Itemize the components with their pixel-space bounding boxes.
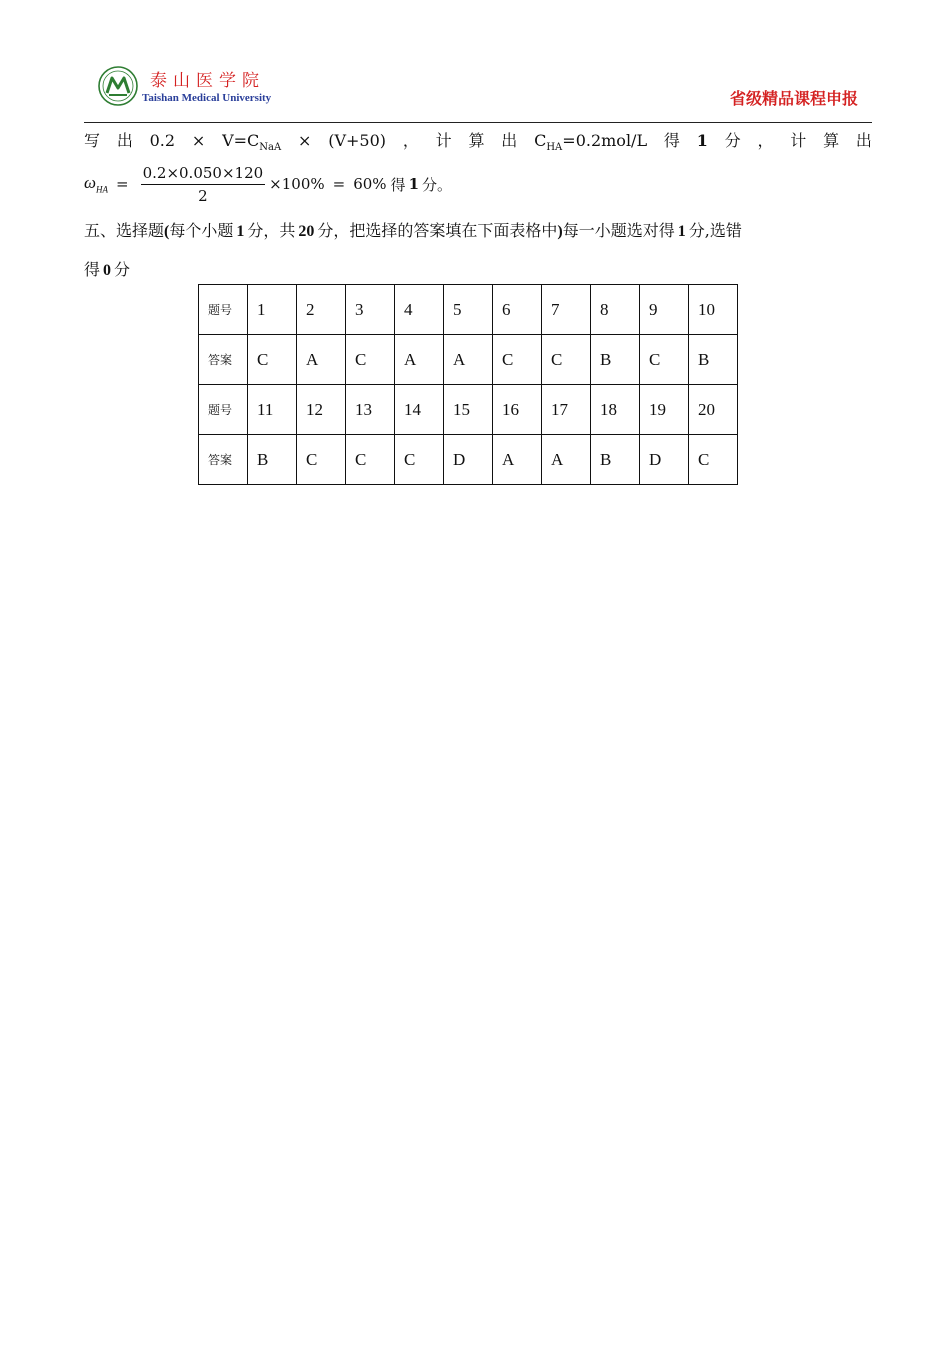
table-cell: D xyxy=(640,435,689,485)
table-cell: A xyxy=(493,435,542,485)
text-segment: 0.2 xyxy=(149,131,176,150)
table-cell: B xyxy=(689,335,738,385)
table-cell: C xyxy=(542,335,591,385)
table-cell: B xyxy=(591,335,640,385)
university-name-cn: 泰山医学院 xyxy=(150,71,265,91)
table-cell: 20 xyxy=(689,385,738,435)
table-cell: 19 xyxy=(640,385,689,435)
answer-table xyxy=(198,284,738,485)
table-cell: 9 xyxy=(640,285,689,335)
formula-suffix: 分。 xyxy=(422,175,453,194)
table-cell: 18 xyxy=(591,385,640,435)
table-cell: 13 xyxy=(346,385,395,435)
table-cell: A xyxy=(444,335,493,385)
page-header xyxy=(84,60,872,123)
text-segment: 得 xyxy=(663,131,680,150)
text-segment: 写 xyxy=(84,131,101,150)
text-segment: 算 xyxy=(823,131,840,150)
equals-sign: = xyxy=(332,175,346,193)
table-cell: 5 xyxy=(444,285,493,335)
text-segment: × xyxy=(191,131,206,150)
concentration-ha: $C_{HA}=0.2mol/L$ xyxy=(534,131,648,154)
row-header-cell: 题号 xyxy=(199,285,248,335)
university-logo-icon xyxy=(98,66,138,106)
text-segment: × xyxy=(298,131,312,150)
score-value: 1 xyxy=(408,175,419,193)
table-cell: C xyxy=(395,435,444,485)
equals-sign: = xyxy=(116,175,129,193)
text-segment: 计 xyxy=(790,131,807,150)
text-segment: 出 xyxy=(116,131,133,150)
table-cell: 17 xyxy=(542,385,591,435)
score-value: 1 xyxy=(696,131,708,150)
formula-lhs: $\omega_{HA}$ xyxy=(84,173,109,195)
formula-multiplier: ×100% xyxy=(269,175,325,193)
fraction-denominator: 2 xyxy=(198,186,208,205)
table-cell: A xyxy=(542,435,591,485)
table-cell: C xyxy=(346,435,395,485)
table-cell: D xyxy=(444,435,493,485)
table-cell: 12 xyxy=(297,385,346,435)
table-cell: 4 xyxy=(395,285,444,335)
table-cell: B xyxy=(591,435,640,485)
table-cell: 1 xyxy=(248,285,297,335)
table-cell: A xyxy=(395,335,444,385)
row-header-cell: 答案 xyxy=(199,435,248,485)
text-segment: ， xyxy=(757,131,774,150)
table-cell: 7 xyxy=(542,285,591,335)
calculation-line xyxy=(84,128,872,158)
formula-suffix: 得 xyxy=(390,175,406,194)
table-row xyxy=(199,385,738,435)
table-cell: 6 xyxy=(493,285,542,335)
text-segment: ， xyxy=(402,131,419,150)
fraction-numerator: 0.2×0.050×120 xyxy=(141,164,266,185)
table-cell: C xyxy=(640,335,689,385)
table-cell: 2 xyxy=(297,285,346,335)
table-cell: C xyxy=(297,435,346,485)
section-five-heading: 五、选择题(每个小题 1 分，共 20 分，把选择的答案填在下面表格中)每一小题选对得 1 分,选错 得 0 分 xyxy=(84,221,742,279)
formula-result: 60% xyxy=(353,175,387,193)
table-cell: C xyxy=(493,335,542,385)
concentration-naa: $V=C_{NaA}$ xyxy=(222,131,282,154)
mass-fraction-formula xyxy=(84,160,452,208)
course-application-title: 省级精品课程申报 xyxy=(729,89,858,108)
table-row xyxy=(199,285,738,335)
table-cell: 10 xyxy=(689,285,738,335)
text-segment: 计 xyxy=(435,131,452,150)
table-cell: B xyxy=(248,435,297,485)
text-segment: 出 xyxy=(855,131,872,150)
table-cell: C xyxy=(346,335,395,385)
row-header-cell: 题号 xyxy=(199,385,248,435)
text-segment: 分 xyxy=(724,131,741,150)
table-cell: 3 xyxy=(346,285,395,335)
text-segment: 算 xyxy=(468,131,485,150)
table-cell: A xyxy=(297,335,346,385)
text-segment: (V+50) xyxy=(328,131,387,150)
table-cell: 16 xyxy=(493,385,542,435)
row-header-cell: 答案 xyxy=(199,335,248,385)
table-cell: C xyxy=(248,335,297,385)
table-cell: C xyxy=(689,435,738,485)
table-row xyxy=(199,335,738,385)
table-cell: 8 xyxy=(591,285,640,335)
table-cell: 14 xyxy=(395,385,444,435)
text-segment: 出 xyxy=(501,131,518,150)
table-row xyxy=(199,435,738,485)
university-name-en: Taishan Medical University xyxy=(142,92,272,104)
table-cell: 11 xyxy=(248,385,297,435)
table-cell: 15 xyxy=(444,385,493,435)
formula-fraction xyxy=(141,164,266,205)
